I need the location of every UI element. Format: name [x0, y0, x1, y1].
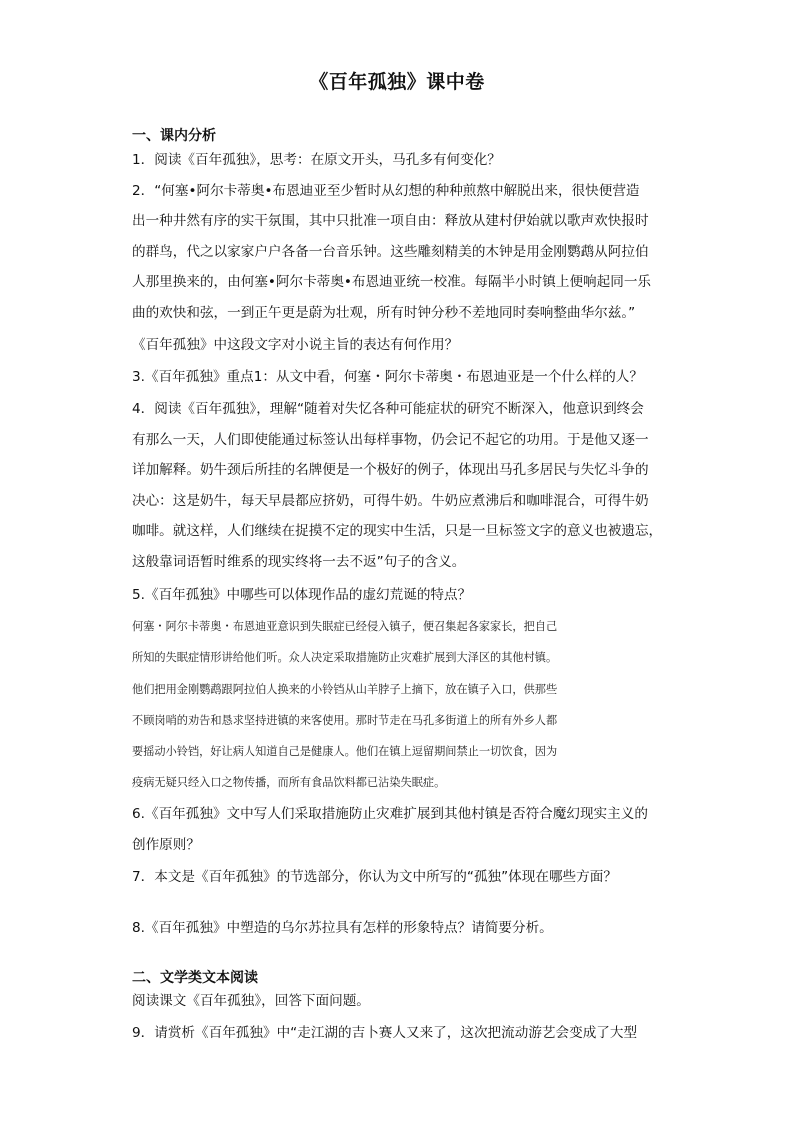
- passage-line-6: 疫病无疑只经入口之物传播，而所有食品饮料都已沾染失眠症。: [132, 776, 446, 789]
- question-4-line-3: 详加解释。奶牛颈后所挂的名牌便是一个极好的例子，体现出马孔多居民与失忆斗争的: [132, 462, 649, 478]
- passage-line-1: 何塞・阿尔卡蒂奥・布恩迪亚意识到失眠症已经侵入镇子，便召集起各家家长，把自己: [132, 620, 558, 633]
- question-2-line-2: 出一种井然有序的实干氛围，其中只批准一项自由：释放从建村伊始就以歌声欢快报时: [132, 213, 649, 229]
- question-2-line-5: 曲的欢快和弦，一到正午更是蔚为壮观，所有时钟分秒不差地同时奏响整曲华尔兹。”: [132, 305, 636, 321]
- reading-instruction: 阅读课文《百年孤独》，回答下面问题。: [132, 993, 370, 1009]
- question-9: 9．请赏析《百年孤独》中“走江湖的吉卜赛人又来了，这次把流动游艺会变成了大型: [132, 1025, 638, 1041]
- question-6-line-1: 6.《百年孤独》文中写人们采取措施防止灾难扩展到其他村镇是否符合魔幻现实主义的: [132, 806, 648, 822]
- question-2-line-1: 2．“何塞•阿尔卡蒂奥•布恩迪亚至少暂时从幻想的种种煎熬中解脱出来，很快便营造: [132, 183, 640, 199]
- question-2-line-6: 《百年孤独》中这段文字对小说主旨的表达有何作用？: [132, 337, 459, 353]
- question-6-line-2: 创作原则？: [132, 837, 200, 853]
- question-4-line-5: 咖啡。就这样，人们继续在捉摸不定的现实中生活，只是一旦标签文字的意义也被遗忘，: [132, 523, 663, 539]
- passage-line-5: 要摇动小铃铛，好让病人知道自己是健康人。他们在镇上逗留期间禁止一切饮食，因为: [132, 745, 558, 758]
- question-4-line-2: 有那么一天，人们即使能通过标签认出每样事物，仍会记不起它的功用。于是他又逐一: [132, 432, 649, 448]
- passage-line-2: 所知的失眠症情形讲给他们听。众人决定采取措施防止灾难扩展到大泽区的其他村镇。: [132, 651, 558, 664]
- question-8: 8.《百年孤独》中塑造的乌尔苏拉具有怎样的形象特点？请简要分析。: [132, 920, 553, 936]
- passage-line-3: 他们把用金刚鹦鹉跟阿拉伯人换来的小铃铛从山羊脖子上摘下，放在镇子入口，供那些: [132, 683, 558, 696]
- section-heading-2: 二、文学类文本阅读: [132, 970, 258, 986]
- question-4-line-6: 这般靠词语暂时维系的现实终将一去不返”句子的含义。: [132, 554, 466, 570]
- question-2-line-4: 人那里换来的，由何塞•阿尔卡蒂奥•布恩迪亚统一校准。每隔半小时镇上便响起同一乐: [132, 274, 652, 290]
- question-1: 1．阅读《百年孤独》，思考：在原文开头，马孔多有何变化？: [132, 152, 501, 168]
- passage-line-4: 不顾岗哨的劝告和恳求坚持进镇的来客使用。那时节走在马孔多街道上的所有外乡人都: [132, 714, 558, 727]
- question-3: 3.《百年孤独》重点1：从文中看，何塞・阿尔卡蒂奥・布恩迪亚是一个什么样的人？: [132, 369, 643, 385]
- question-5: 5.《百年孤独》中哪些可以体现作品的虚幻荒诞的特点？: [132, 587, 472, 603]
- section-heading-1: 一、课内分析: [132, 128, 216, 144]
- question-4-line-4: 决心：这是奶牛，每天早晨都应挤奶，可得牛奶。牛奶应煮沸后和咖啡混合，可得牛奶: [132, 493, 649, 509]
- question-4-line-1: 4．阅读《百年孤独》，理解“随着对失忆各种可能症状的研究不断深入，他意识到终会: [132, 401, 644, 417]
- question-7: 7．本文是《百年孤独》的节选部分，你认为文中所写的“孤独”体现在哪些方面？: [132, 869, 617, 885]
- page-title: 《百年孤独》课中卷: [309, 71, 485, 93]
- question-2-line-3: 的群鸟，代之以家家户户各备一台音乐钟。这些雕刻精美的木钟是用金刚鹦鹉从阿拉伯: [132, 244, 649, 260]
